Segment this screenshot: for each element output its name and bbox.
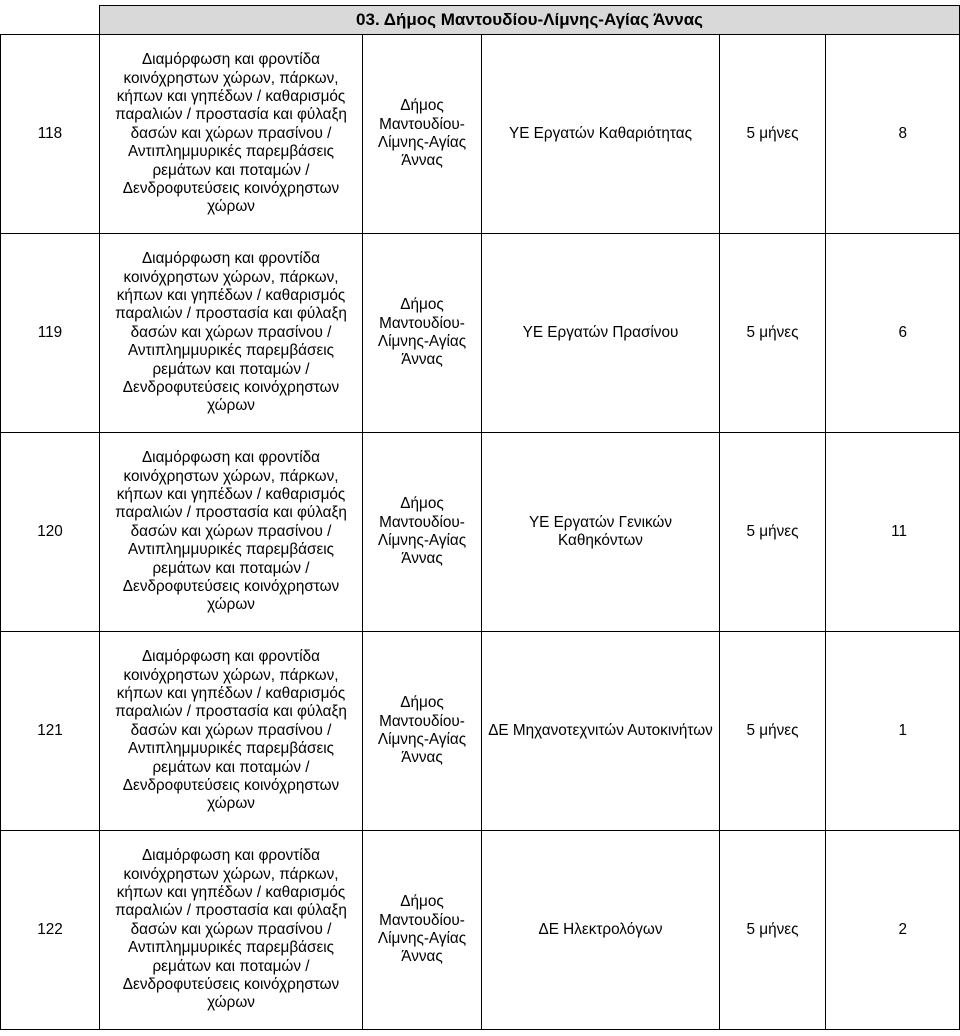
row-description: Διαμόρφωση και φροντίδα κοινόχρηστων χώρων, πάρκων, κήπων και γηπέδων / καθαρισμός παραλιών / προστασία και φύλαξη δασών και χώρων πρασίνου / Αντιπλημμυρικές παρεμβάσεις ρεμάτων και ποταμών / Δενδροφυτεύσεις κοινόχρηστων χώρων — [100, 632, 363, 831]
row-description: Διαμόρφωση και φροντίδα κοινόχρηστων χώρων, πάρκων, κήπων και γηπέδων / καθαρισμός παραλιών / προστασία και φύλαξη δασών και χώρων πρασίνου / Αντιπλημμυρικές παρεμβάσεις ρεμάτων και ποταμών / Δενδροφυτεύσεις κοινόχρηστων χώρων — [100, 35, 363, 234]
row-municipality: Δήμος Μαντουδίου-Λίμνης-Αγίας Άννας — [363, 831, 482, 1030]
row-specialty: ΥΕ Εργατών Πρασίνου — [482, 234, 720, 433]
row-number: 122 — [1, 831, 100, 1030]
table-row — [1, 433, 960, 632]
row-count: 1 — [826, 632, 960, 831]
row-specialty: ΔΕ Μηχανοτεχνιτών Αυτοκινήτων — [482, 632, 720, 831]
section-title: 03. Δήμος Μαντουδίου-Λίμνης-Αγίας Άννας — [100, 6, 960, 35]
row-count: 11 — [826, 433, 960, 632]
row-description: Διαμόρφωση και φροντίδα κοινόχρηστων χώρων, πάρκων, κήπων και γηπέδων / καθαρισμός παραλιών / προστασία και φύλαξη δασών και χώρων πρασίνου / Αντιπλημμυρικές παρεμβάσεις ρεμάτων και ποταμών / Δενδροφυτεύσεις κοινόχρηστων χώρων — [100, 433, 363, 632]
row-duration: 5 μήνες — [720, 632, 826, 831]
row-municipality: Δήμος Μαντουδίου-Λίμνης-Αγίας Άννας — [363, 632, 482, 831]
row-duration: 5 μήνες — [720, 831, 826, 1030]
row-number: 120 — [1, 433, 100, 632]
row-municipality: Δήμος Μαντουδίου-Λίμνης-Αγίας Άννας — [363, 234, 482, 433]
row-specialty: ΥΕ Εργατών Καθαριότητας — [482, 35, 720, 234]
table-row — [1, 632, 960, 831]
row-number: 119 — [1, 234, 100, 433]
row-number: 121 — [1, 632, 100, 831]
positions-table — [0, 5, 960, 1030]
title-row — [1, 6, 960, 35]
row-count: 2 — [826, 831, 960, 1030]
row-duration: 5 μήνες — [720, 433, 826, 632]
row-count: 8 — [826, 35, 960, 234]
row-number: 118 — [1, 35, 100, 234]
table-row — [1, 831, 960, 1030]
row-specialty: ΥΕ Εργατών Γενικών Καθηκόντων — [482, 433, 720, 632]
row-municipality: Δήμος Μαντουδίου-Λίμνης-Αγίας Άννας — [363, 35, 482, 234]
row-description: Διαμόρφωση και φροντίδα κοινόχρηστων χώρων, πάρκων, κήπων και γηπέδων / καθαρισμός παραλιών / προστασία και φύλαξη δασών και χώρων πρασίνου / Αντιπλημμυρικές παρεμβάσεις ρεμάτων και ποταμών / Δενδροφυτεύσεις κοινόχρηστων χώρων — [100, 234, 363, 433]
row-description: Διαμόρφωση και φροντίδα κοινόχρηστων χώρων, πάρκων, κήπων και γηπέδων / καθαρισμός παραλιών / προστασία και φύλαξη δασών και χώρων πρασίνου / Αντιπλημμυρικές παρεμβάσεις ρεμάτων και ποταμών / Δενδροφυτεύσεις κοινόχρηστων χώρων — [100, 831, 363, 1030]
row-duration: 5 μήνες — [720, 234, 826, 433]
row-specialty: ΔΕ Ηλεκτρολόγων — [482, 831, 720, 1030]
table-row — [1, 234, 960, 433]
row-duration: 5 μήνες — [720, 35, 826, 234]
row-count: 6 — [826, 234, 960, 433]
row-municipality: Δήμος Μαντουδίου-Λίμνης-Αγίας Άννας — [363, 433, 482, 632]
table-row — [1, 35, 960, 234]
title-spacer — [1, 6, 100, 35]
